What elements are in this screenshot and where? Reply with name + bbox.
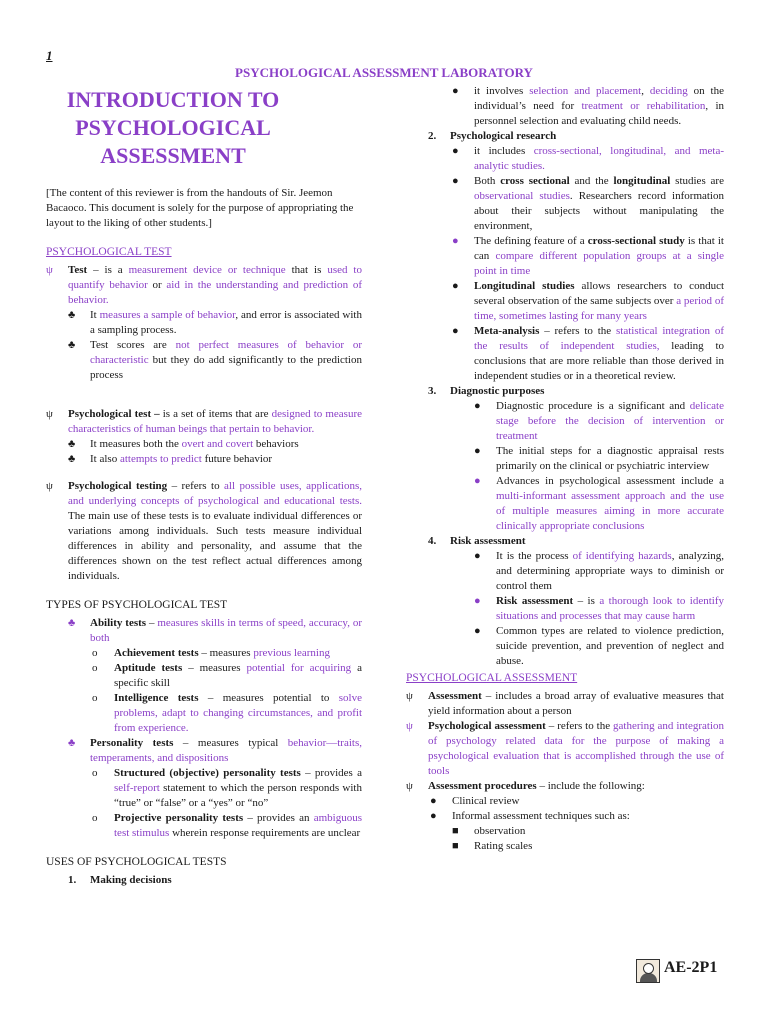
person-avatar-icon — [636, 959, 660, 983]
list-item: ● Diagnostic procedure is a significant and delicate stage before the decision of intervention or treatment — [474, 400, 724, 442]
list-item: ● Common types are related to violence prediction, suicide prevention, and prevention of neglect and abuse. — [474, 625, 724, 667]
list-item: ● The initial steps for a diagnostic appraisal rests primarily on the clinical or psychiatric interview — [474, 445, 724, 472]
list-item: ♣ It also attempts to predict future behavior — [68, 453, 273, 465]
list-item: ♣ Test scores are not perfect measures of behavior or characteristic but they do add significantly to the prediction process — [68, 339, 362, 381]
list-item: o Projective personality tests – provides an ambiguous test stimulus wherein response requirements are unclear — [92, 812, 362, 839]
section-heading-types: TYPES OF PSYCHOLOGICAL TEST — [46, 599, 228, 611]
list-item: ψ Psychological test – is a set of items that are designed to measure characteristics of human beings that pertain to behavior. — [46, 408, 362, 435]
numbered-item: 3. Diagnostic purposes — [428, 385, 545, 397]
list-item: o Intelligence tests – measures potential to solve problems, adapt to changing circumstances, and profit from experience. — [92, 692, 362, 734]
list-item: ψ Test – is a measurement device or technique that is used to quantify behavior or aid in the understanding and prediction of behavior. — [46, 264, 362, 306]
list-item: ■ observation — [452, 825, 526, 837]
list-item: ● Both cross sectional and the longitudinal studies are observational studies. Researchers record information about their subjects without manipulating the environment, — [452, 175, 724, 232]
right-column — [406, 84, 724, 854]
list-item: o Achievement tests – measures previous learning — [92, 647, 330, 659]
numbered-item: 2. Psychological research — [428, 130, 557, 142]
left-column — [46, 86, 362, 888]
list-item: ψ Assessment procedures – include the following: — [406, 780, 645, 792]
numbered-item: 4. Risk assessment — [428, 535, 526, 547]
page-code: AE-2P1 — [664, 959, 718, 976]
lab-title: PSYCHOLOGICAL ASSESSMENT LABORATORY — [235, 65, 533, 80]
section-heading-uses: USES OF PSYCHOLOGICAL TESTS — [46, 856, 227, 868]
list-item: ♣ Ability tests – measures skills in terms of speed, accuracy, or both — [68, 617, 362, 644]
list-item: ψ Assessment – includes a broad array of evaluative measures that yield information about a person — [406, 690, 724, 717]
main-title: INTRODUCTION TO PSYCHOLOGICAL ASSESSMENT — [66, 87, 280, 168]
list-item: ● it involves selection and placement, deciding on the individual’s need for treatment or rehabilitation, in personnel selection and evaluating child needs. — [452, 85, 724, 127]
list-item: ● Risk assessment – is a thorough look to identify situations and processes that may cause harm — [474, 595, 724, 622]
list-item: ● Advances in psychological assessment include a multi-informant assessment approach and the use of multiple measures aiming in more accurate clinically appropriate conclusions — [474, 475, 724, 532]
list-item: o Aptitude tests – measures potential for acquiring a specific skill — [92, 662, 362, 689]
list-item: ● it includes cross-sectional, longitudinal, and meta-analytic studies. — [452, 145, 724, 172]
list-item: ● The defining feature of a cross-sectional study is that it can compare different population groups at a single point in time — [452, 235, 725, 277]
list-item: ● Clinical review — [430, 795, 520, 807]
numbered-item: 1. Making decisions — [68, 874, 172, 886]
list-item: ■ Rating scales — [452, 840, 533, 852]
list-item: ● Informal assessment techniques such as: — [430, 810, 630, 822]
section-heading-assessment: PSYCHOLOGICAL ASSESSMENT — [406, 672, 578, 684]
list-item: ψ Psychological testing – refers to all possible uses, applications, and underlying concepts of psychological and educational tests. The main use of these tests is to evaluate individual differences or variations among individuals. Such tests measure individual differences in ability and personality, and assume that the differences shown on the test reflect actual differences among individuals. — [46, 480, 362, 582]
page-number: 1 — [46, 48, 53, 63]
intro-note: [The content of this reviewer is from the handouts of Sir. Jeemon Bacaoco. This document is solely for the purpose of appropriating the layout to the liking of other students.] — [46, 187, 354, 229]
list-item: ● Longitudinal studies allows researchers to conduct several observation of the same subjects over a period of time, sometimes lasting for many years — [452, 280, 725, 322]
list-item: ♣ Personality tests – measures typical behavior—traits, temperaments, and dispositions — [68, 737, 362, 764]
list-item: ● Meta-analysis – refers to the statistical integration of the results of independent studies, leading to conclusions that are more reliable than those derived in independent studies or in a theoretical review. — [452, 325, 725, 382]
list-item: o Structured (objective) personality tests – provides a self-report statement to which the person responds with “true” or “false” or a “yes” or “no” — [92, 767, 362, 809]
list-item: ψ Psychological assessment – refers to the gathering and integration of psychology related data for the purpose of making a psychological evaluation that is accomplished through the use of tools — [406, 720, 724, 777]
list-item: ♣ It measures both the overt and covert behaviors — [68, 438, 299, 450]
list-item: ♣ It measures a sample of behavior, and error is associated with a sampling process. — [68, 309, 362, 336]
section-heading-psych-test: PSYCHOLOGICAL TEST — [46, 246, 172, 258]
list-item: ● It is the process of identifying hazards, analyzing, and determining appropriate ways to diminish or control them — [474, 550, 724, 592]
